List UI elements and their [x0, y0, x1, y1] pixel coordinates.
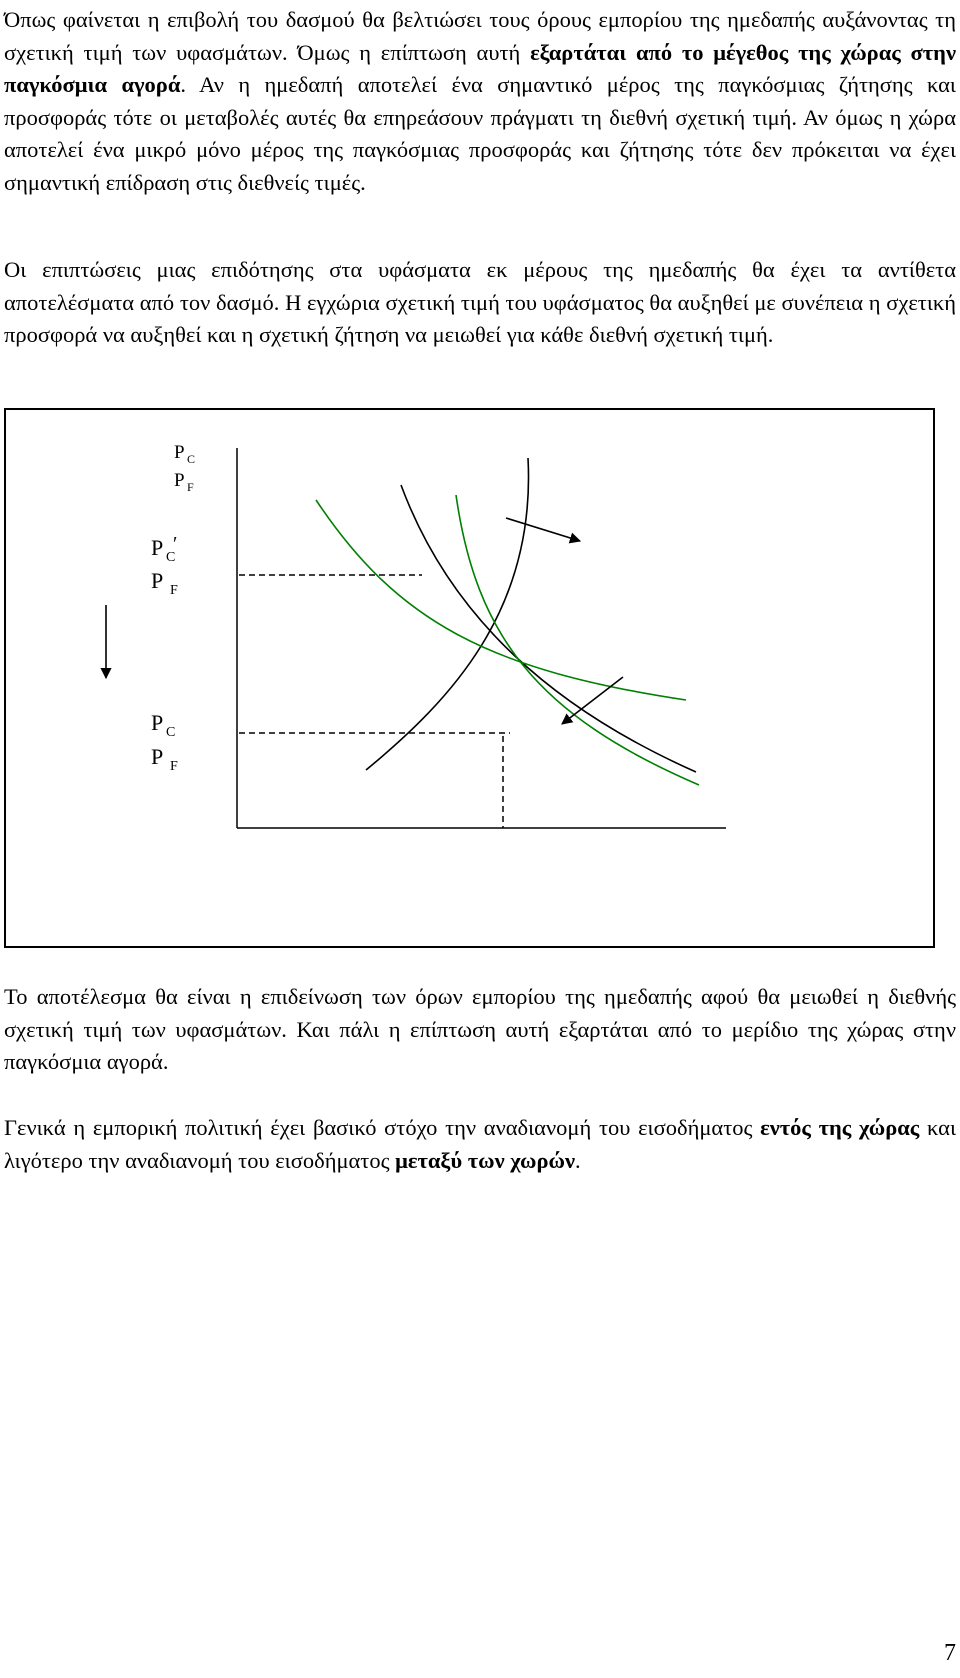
- price-lower-bottom-sub: F: [170, 759, 178, 774]
- relative-demand-curve-shifted: [316, 500, 686, 700]
- page-number: 7: [944, 1640, 956, 1666]
- price-upper-bottom: P: [151, 568, 164, 593]
- price-lower-top-sub: C: [166, 725, 176, 740]
- paragraph-subsidy-effects: [4, 254, 956, 352]
- paragraph-tariff-effects: [4, 4, 956, 199]
- price-label-lower: [151, 710, 178, 774]
- paragraph-text: Το αποτέλεσμα θα είναι η επιδείνωση των όρων εμπορίου της ημεδαπής αφού θα μειωθεί η διεθνής σχετική τιμή των υφασμάτων. Και πάλι η επίπτωση αυτή εξαρτάται από το μερίδιο της χώρας στην παγκόσμια αγορά.: [4, 984, 956, 1074]
- axis-label-bottom: P: [174, 470, 185, 491]
- price-lower-bottom: P: [151, 744, 164, 769]
- emphasized-text: εξαρτάται από το μέγεθος της χώρας στην παγκόσμια αγορά: [4, 39, 957, 97]
- emphasized-text: εντός της χώρας: [760, 1115, 920, 1140]
- axis-label-bottom-sub: F: [187, 480, 194, 494]
- axis-label-top-sub: C: [187, 452, 196, 466]
- relative-price-figure: [4, 408, 935, 948]
- price-upper-top: P: [151, 535, 164, 560]
- axis-label-top: P: [174, 442, 185, 463]
- emphasized-text: μεταξύ των χωρών: [395, 1147, 575, 1173]
- paragraph-text: .: [575, 1147, 581, 1173]
- paragraph-text: Γενικά η εμπορική πολιτική έχει βασικό στόχο την αναδιανομή του εισοδήματος: [4, 1115, 761, 1140]
- price-upper-top-sub: C: [166, 550, 176, 565]
- supply-demand-diagram: [6, 410, 933, 946]
- supply-shift-arrow: [506, 518, 580, 541]
- relative-supply-curve-shifted: [456, 495, 699, 785]
- paragraph-terms-of-trade: [4, 981, 956, 1079]
- price-label-upper: [151, 533, 178, 598]
- price-upper-bottom-sub: F: [170, 583, 178, 598]
- relative-supply-curve: [366, 458, 529, 770]
- axis-label: [174, 442, 195, 494]
- paragraph-text: και λιγότερο την αναδιανομή του εισοδήματος: [4, 1115, 957, 1173]
- paragraph-text: Όπως φαίνεται η επιβολή του δασμού θα βελτιώσει τους όρους εμπορίου της ημεδαπής αυξάνοντας τη σχετική τιμή των υφασμάτων. Όμως η επίπτωση αυτή: [4, 7, 956, 65]
- price-upper-prime: ′: [173, 533, 178, 555]
- paragraph-text: Οι επιπτώσεις μιας επιδότησης στα υφάσματα εκ μέρους της ημεδαπής θα έχει τα αντίθετα αποτελέσματα από τον δασμό. Η εγχώρια σχετική τιμή του υφάσματος θα αυξηθεί με συνέπεια η σχετική προσφορά να αυξηθεί και η σχετική ζήτηση να μειωθεί για κάθε διεθνή σχετική τιμή.: [4, 257, 956, 347]
- price-lower-top: P: [151, 710, 164, 735]
- paragraph-text: . Αν η ημεδαπή αποτελεί ένα σημαντικό μέρος της παγκόσμιας ζήτησης και προσφοράς τότε οι μεταβολές αυτές θα επηρεάσουν πράγματι τη διεθνή σχετική τιμή. Αν όμως η χώρα αποτελεί ένα μικρό μόνο μέρος της παγκόσμιας προσφοράς και ζήτησης τότε δεν πρόκειται να έχει σημαντική επίδραση στις διεθνείς τιμές.: [4, 72, 956, 195]
- paragraph-trade-policy: [4, 1112, 956, 1177]
